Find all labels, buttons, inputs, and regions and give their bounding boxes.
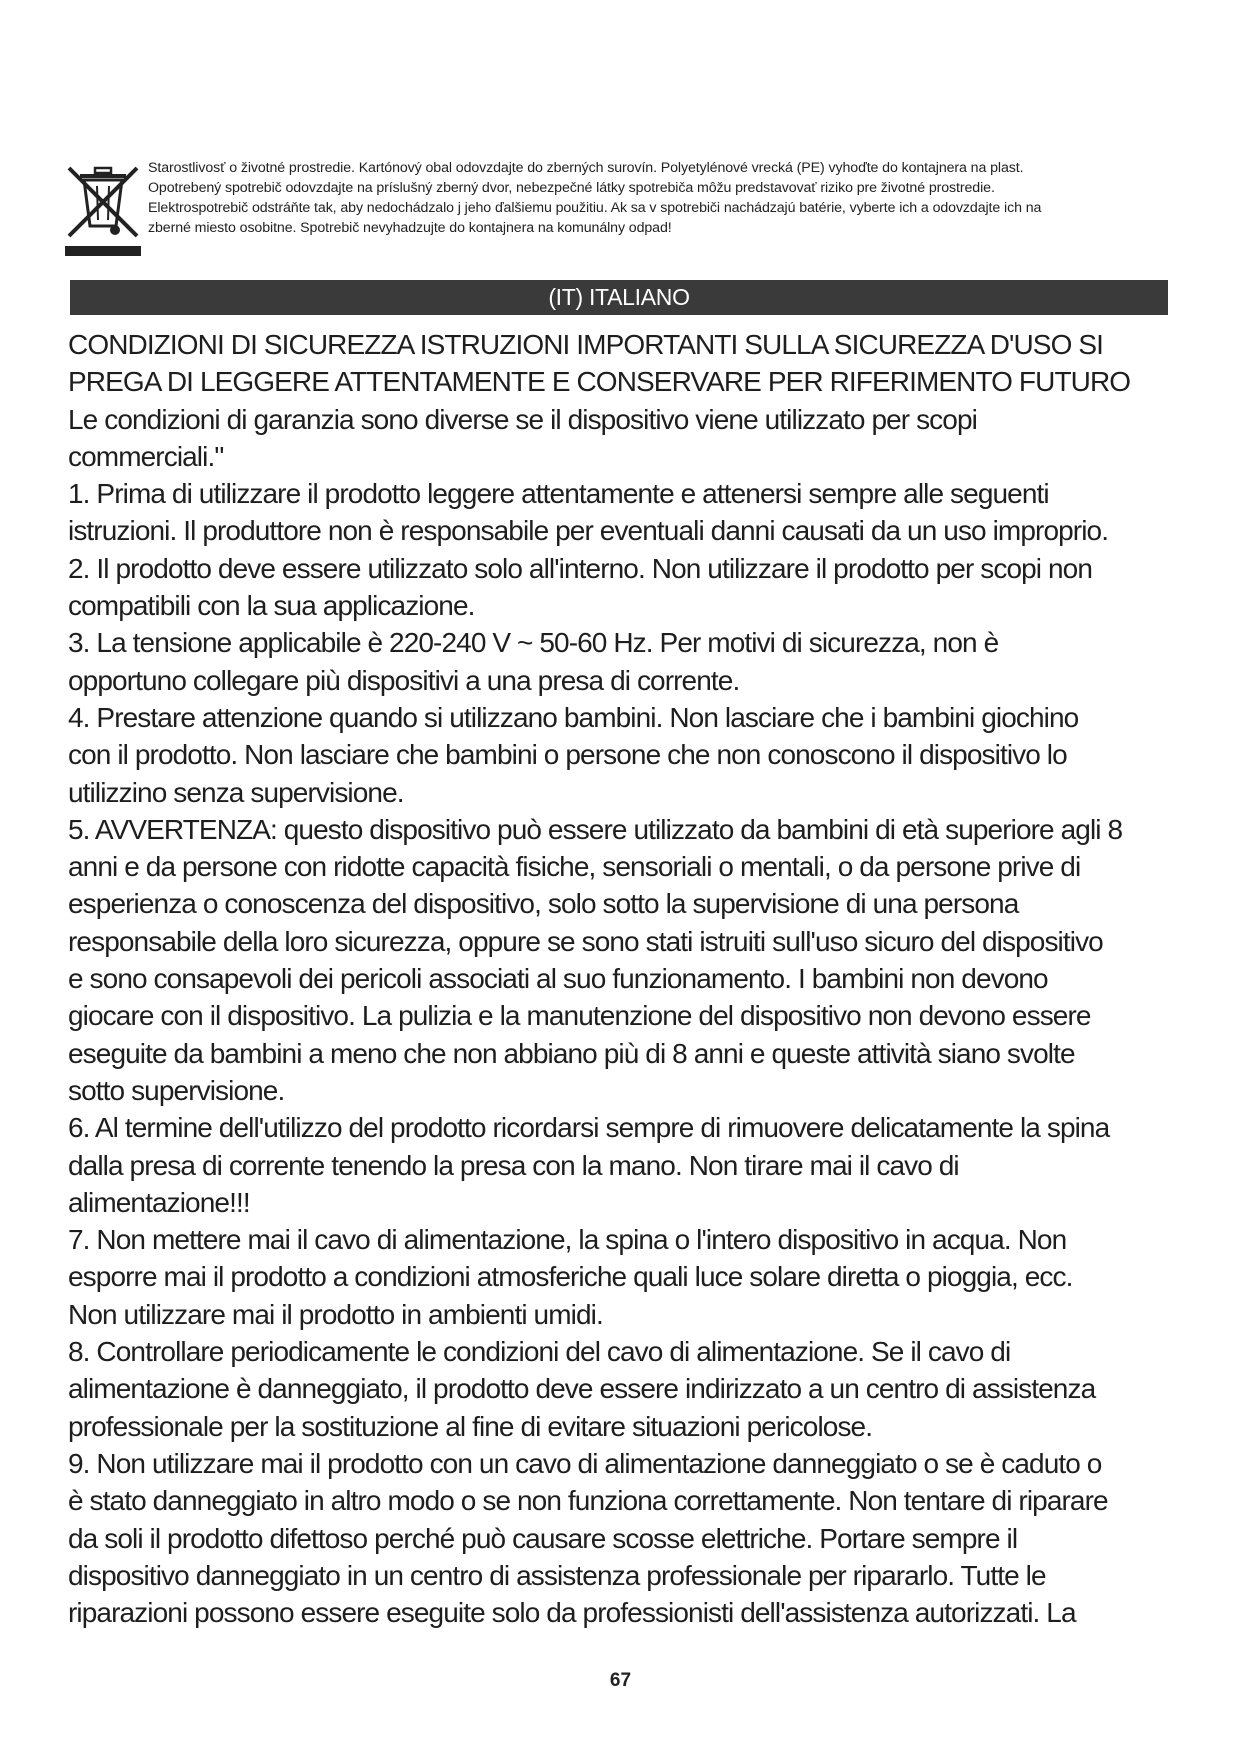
weee-notice-line: Elektrospotrebič odstráňte tak, aby nedochádzalo j jeho ďalšiemu použitiu. Ak sa v spotrebiči nachádzajú batérie, vyberte ich a odovzdajte ich na xyxy=(148,200,1042,216)
crossed-out-wheelie-bin-icon xyxy=(63,160,143,258)
body-heading-line: CONDIZIONI DI SICUREZZA ISTRUZIONI IMPORTANTI SULLA SICUREZZA D'USO SI xyxy=(68,329,1103,360)
body-text-line: dispositivo danneggiato in un centro di assistenza professionale per ripararlo. Tutte le xyxy=(68,1559,1046,1591)
weee-notice-line: zberné miesto osobitne. Spotrebič nevyhadzujte do kontajnera na komunálny odpad! xyxy=(148,220,672,236)
body-text-line: 8. Controllare periodicamente le condizioni del cavo di alimentazione. Se il cavo di xyxy=(68,1336,1011,1368)
body-text-line: riparazioni possono essere eseguite solo da professionisti dell'assistenza autorizzati. La xyxy=(68,1597,1076,1629)
page-number: 67 xyxy=(609,1670,632,1691)
section-header-bar xyxy=(70,280,1168,315)
body-text-line: anni e da persone con ridotte capacità fisiche, sensoriali o mentali, o da persone prive di xyxy=(68,851,1081,883)
body-text-line: esperienza o conoscenza del dispositivo, solo sotto la supervisione di una persona xyxy=(68,888,1019,920)
body-text-line: professionale per la sostituzione al fine di evitare situazioni pericolose. xyxy=(68,1410,873,1442)
body-heading-line: PREGA DI LEGGERE ATTENTAMENTE E CONSERVARE PER RIFERIMENTO FUTURO xyxy=(68,366,1131,398)
weee-notice-text xyxy=(148,158,1173,238)
body-text-line: compatibili con la sua applicazione. xyxy=(68,590,475,622)
body-text-line: 6. Al termine dell'utilizzo del prodotto ricordarsi sempre di rimuovere delicatamente la spina xyxy=(68,1112,1110,1144)
weee-notice-line: Starostlivosť o životné prostredie. Kartónový obal odovzdajte do zberných surovín. Polyetylénové vrecká (PE) vyhoďte do kontajnera na plast. xyxy=(148,160,1024,176)
body-text-line: eseguite da bambini a meno che non abbiano più di 8 anni e queste attività siano svolte xyxy=(68,1037,1075,1069)
body-text-line: 4. Prestare attenzione quando si utilizzano bambini. Non lasciare che i bambini giochino xyxy=(68,701,1079,733)
weee-notice-line: Opotrebený spotrebič odovzdajte na príslušný zberný dvor, nebezpečné látky spotrebiča môžu predstavovať riziko pre životné prostredie. xyxy=(148,180,995,196)
body-text-line: esporre mai il prodotto a condizioni atmosferiche quali luce solare diretta o pioggia, ecc. xyxy=(68,1261,1073,1293)
body-text-line: è stato danneggiato in altro modo o se non funziona correttamente. Non tentare di riparare xyxy=(68,1485,1108,1517)
body-text-line: 1. Prima di utilizzare il prodotto leggere attentamente e attenersi sempre alle seguenti xyxy=(68,478,1049,510)
safety-instructions-body xyxy=(68,326,1183,1631)
body-text-line: 2. Il prodotto deve essere utilizzato solo all'interno. Non utilizzare il prodotto per scopi non xyxy=(68,552,1093,584)
weee-disposal-notice xyxy=(63,158,1173,258)
body-text-line: Le condizioni di garanzia sono diverse se il dispositivo viene utilizzato per scopi xyxy=(68,403,977,435)
body-text-line: alimentazione è danneggiato, il prodotto deve essere indirizzato a un centro di assistenza xyxy=(68,1373,1096,1405)
body-text-line: 3. La tensione applicabile è 220-240 V ~ 50-60 Hz. Per motivi di sicurezza, non è xyxy=(68,627,999,659)
body-text-line: con il prodotto. Non lasciare che bambini o persone che non conoscono il dispositivo lo xyxy=(68,739,1067,771)
body-text-line: utilizzino senza supervisione. xyxy=(68,776,404,808)
body-text-line: giocare con il dispositivo. La pulizia e la manutenzione del dispositivo non devono essere xyxy=(68,1000,1091,1032)
body-text-line: e sono consapevoli dei pericoli associati al suo funzionamento. I bambini non devono xyxy=(68,963,1048,995)
body-text-line: commerciali." xyxy=(68,440,224,472)
body-text-line: istruzioni. Il produttore non è responsabile per eventuali danni causati da un uso improprio. xyxy=(68,515,1109,547)
body-text-line: sotto supervisione. xyxy=(68,1074,285,1106)
body-text-line: Non utilizzare mai il prodotto in ambienti umidi. xyxy=(68,1298,603,1330)
body-text-line: opportuno collegare più dispositivi a una presa di corrente. xyxy=(68,664,740,696)
body-text-line: responsabile della loro sicurezza, oppure se sono stati istruiti sull'uso sicuro del dispositivo xyxy=(68,925,1103,957)
body-text-line: da soli il prodotto difettoso perché può causare scosse elettriche. Portare sempre il xyxy=(68,1522,1018,1554)
section-title: (IT) ITALIANO xyxy=(548,284,690,310)
body-text-line: dalla presa di corrente tenendo la presa con la mano. Non tirare mai il cavo di xyxy=(68,1149,959,1181)
body-text-line: 5. AVVERTENZA: questo dispositivo può essere utilizzato da bambini di età superiore agli 8 xyxy=(68,813,1123,845)
body-text-line: 7. Non mettere mai il cavo di alimentazione, la spina o l'intero dispositivo in acqua. Non xyxy=(68,1224,1067,1256)
body-text-line: alimentazione!!! xyxy=(68,1186,250,1218)
body-text-line: 9. Non utilizzare mai il prodotto con un cavo di alimentazione danneggiato o se è caduto o xyxy=(68,1447,1102,1479)
